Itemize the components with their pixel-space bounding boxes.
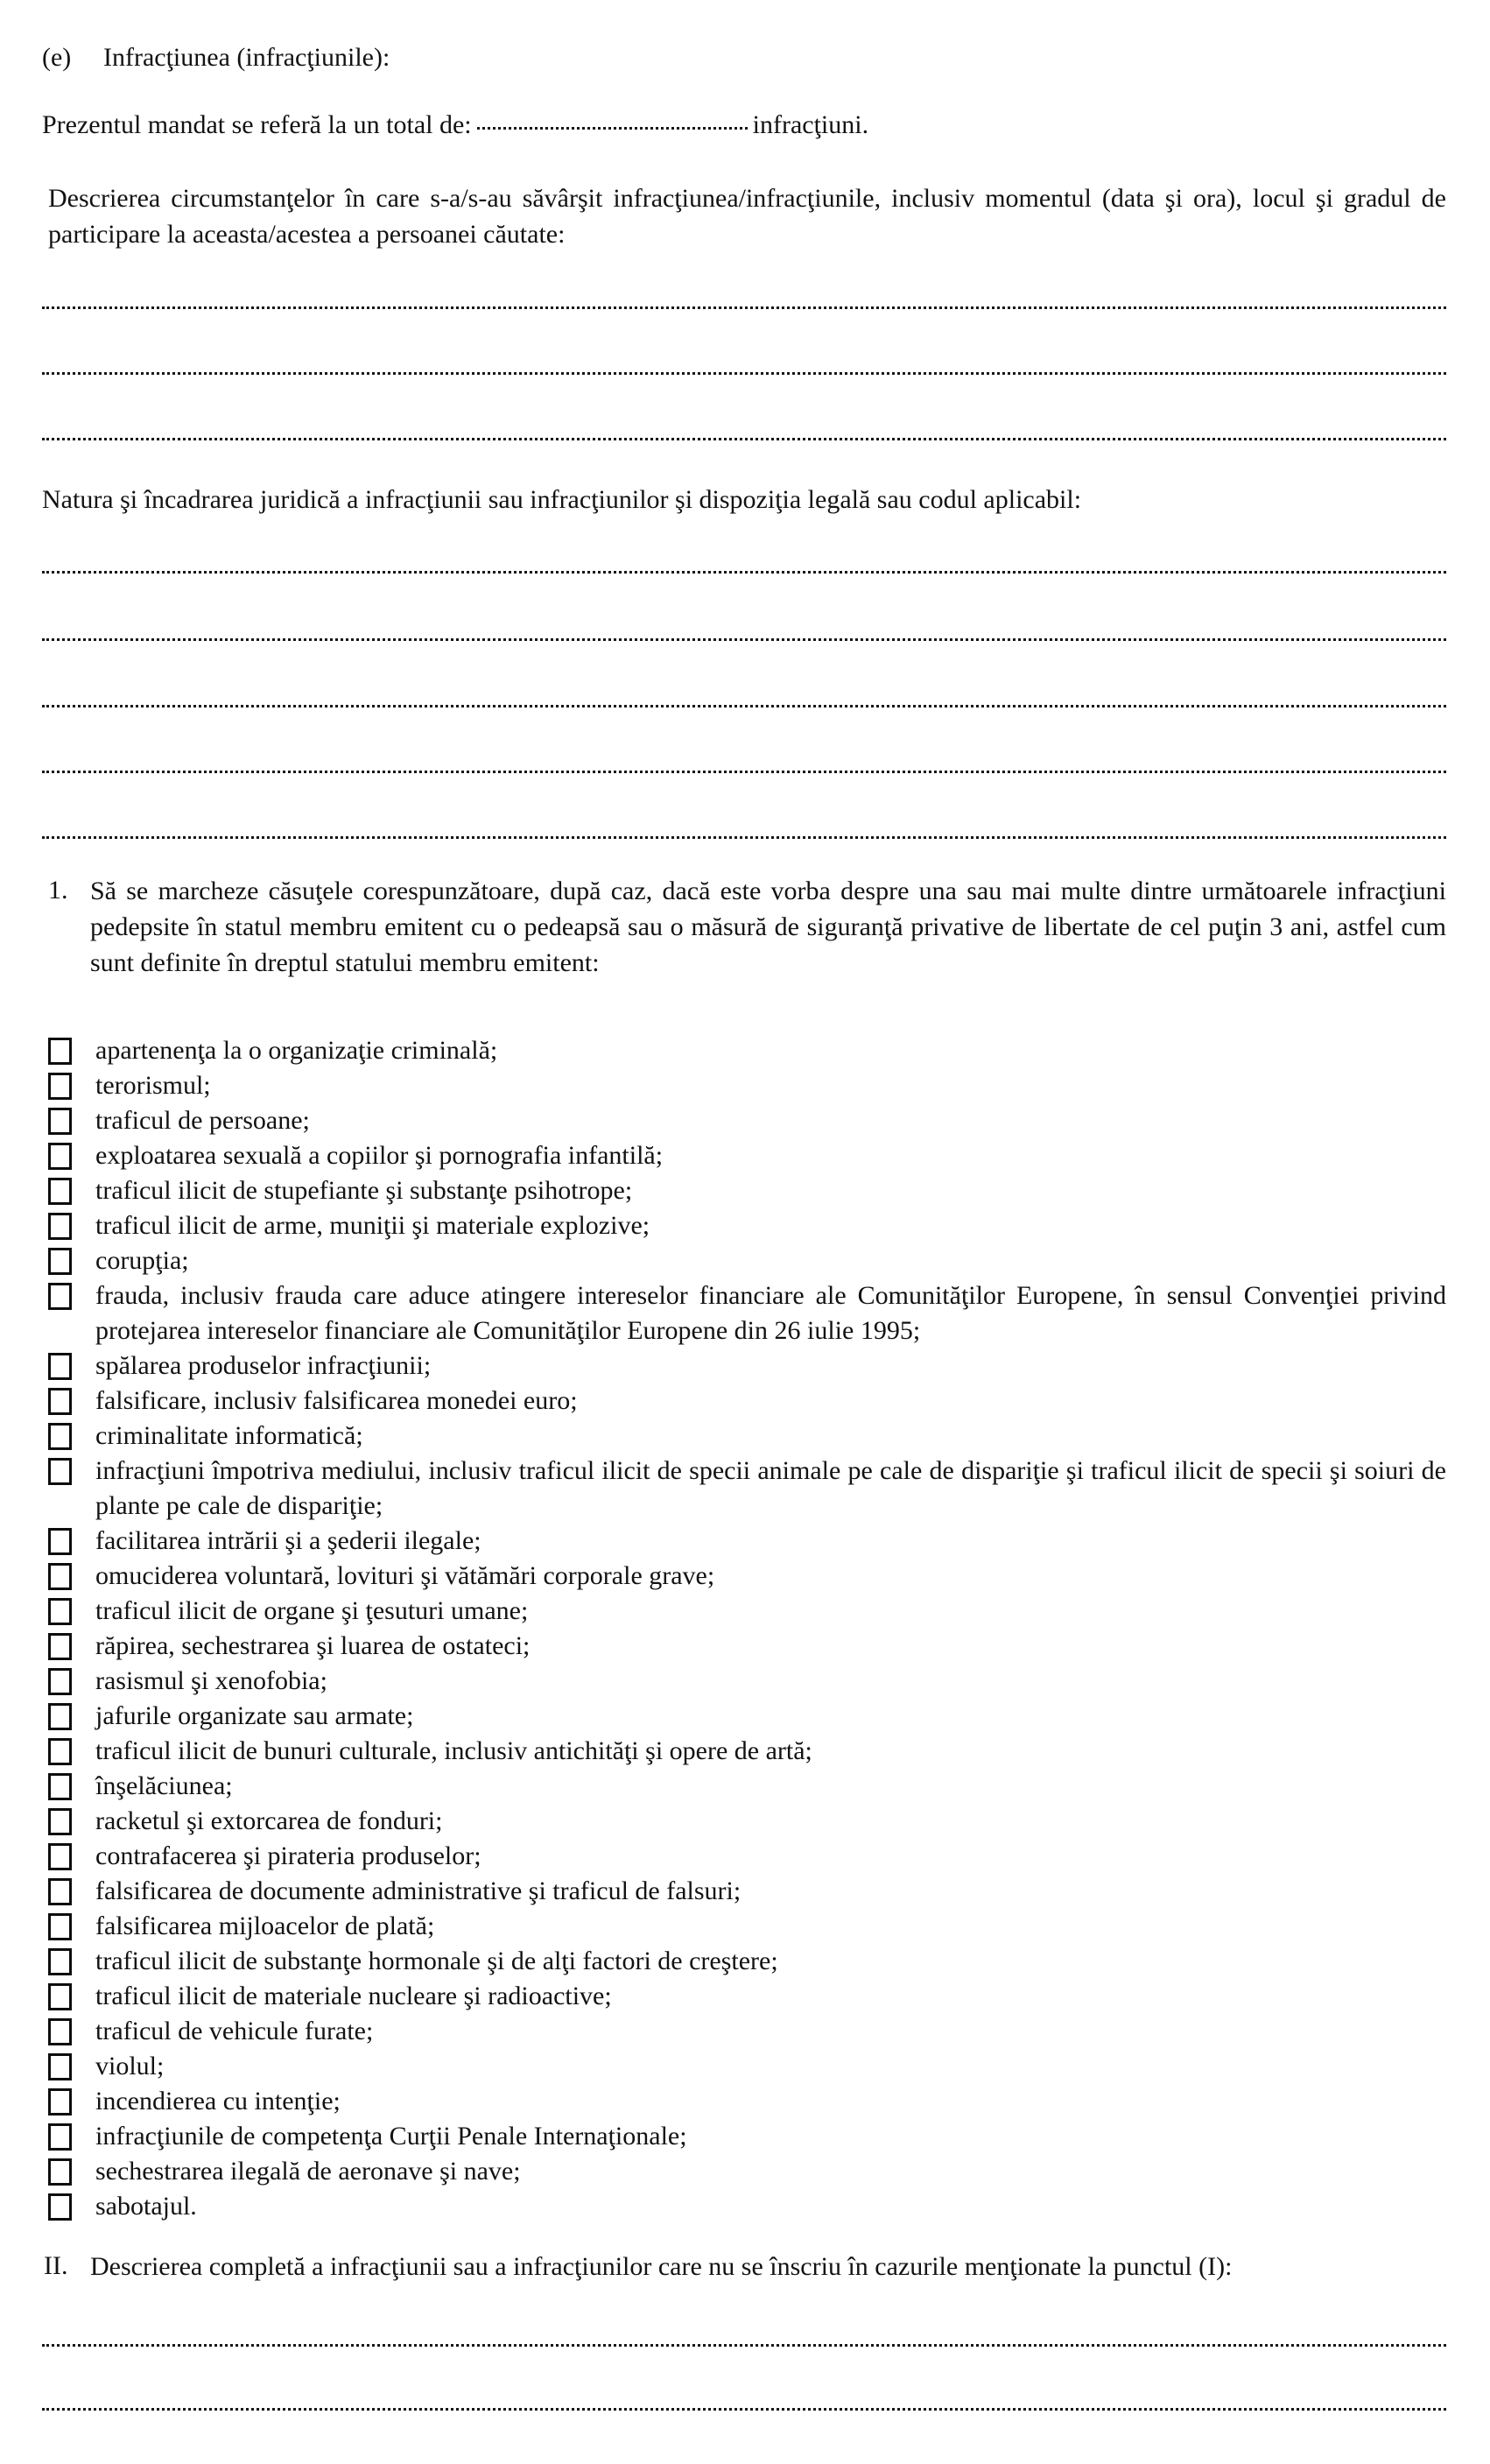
offence-row: [48, 1839, 1446, 1874]
offence-row: [48, 1033, 1446, 1068]
offence-checkbox[interactable]: [48, 1703, 72, 1730]
offence-label: traficul ilicit de substanţe hormonale şi de alţi factori de creştere;: [95, 1947, 778, 1975]
offence-label: sechestrarea ilegală de aeronave şi nave;: [95, 2157, 521, 2186]
offence-checkbox[interactable]: [48, 2193, 72, 2221]
offence-checkbox[interactable]: [48, 2018, 72, 2045]
offence-row: [48, 1243, 1446, 1278]
fill-line[interactable]: [42, 306, 1446, 309]
offence-row: [48, 1103, 1446, 1138]
offence-checkbox[interactable]: [48, 1248, 72, 1275]
circumstances-paragraph: Descrierea circumstanţelor în care s-a/s-au săvârşit infracţiunea/infracţiunile, inclusiv momentul (data şi ora), locul şi gradul de participare la aceasta/acestea a persoanei căutate:: [48, 184, 1446, 249]
offence-label: falsificarea mijloacelor de plată;: [95, 1911, 435, 1940]
offence-label: rasismul şi xenofobia;: [95, 1666, 327, 1695]
offence-row: [48, 1348, 1446, 1383]
item-2-number: II.: [44, 2251, 68, 2280]
offence-row: [48, 1909, 1446, 1944]
offence-checkbox[interactable]: [48, 1808, 72, 1835]
legal-nature-heading: Natura şi încadrarea juridică a infracţiunii sau infracţiunilor şi dispoziţia legală sau codul aplicabil:: [42, 485, 1082, 514]
offence-checkbox[interactable]: [48, 2158, 72, 2186]
offence-row: [48, 1594, 1446, 1629]
offence-row: [48, 1559, 1446, 1594]
offence-checkbox[interactable]: [48, 2088, 72, 2116]
offence-checkbox[interactable]: [48, 1143, 72, 1170]
offence-checkbox[interactable]: [48, 1878, 72, 1905]
offence-checkbox[interactable]: [48, 1528, 72, 1555]
offence-checkbox[interactable]: [48, 1633, 72, 1660]
offence-row: [48, 1979, 1446, 2014]
item-2: [44, 2249, 1446, 2284]
offence-label: spălarea produselor infracţiunii;: [95, 1351, 432, 1380]
offence-label: exploatarea sexuală a copiilor şi pornografia infantilă;: [95, 1141, 664, 1170]
total-offences-fill-line[interactable]: [477, 127, 748, 130]
offence-row: [48, 1699, 1446, 1734]
offence-checkbox[interactable]: [48, 1843, 72, 1870]
offence-row: [48, 2014, 1446, 2049]
offence-row: [48, 1278, 1446, 1348]
offence-row: [48, 1383, 1446, 1419]
offence-label: traficul ilicit de materiale nucleare şi radioactive;: [95, 1982, 612, 2010]
offence-checkbox[interactable]: [48, 1738, 72, 1765]
offence-label: falsificare, inclusiv falsificarea monedei euro;: [95, 1386, 578, 1415]
offence-checkbox[interactable]: [48, 1983, 72, 2010]
offence-checkbox[interactable]: [48, 1388, 72, 1415]
offence-row: [48, 1664, 1446, 1699]
offence-checkbox[interactable]: [48, 1913, 72, 1940]
offence-label: traficul de persoane;: [95, 1106, 310, 1135]
section-e-label: (e): [42, 43, 72, 72]
offence-row: [48, 1804, 1446, 1839]
offence-checkbox[interactable]: [48, 1948, 72, 1975]
offence-label: traficul ilicit de stupefiante şi substanţe psihotrope;: [95, 1176, 633, 1205]
offence-label: răpirea, sechestrarea şi luarea de ostateci;: [95, 1631, 531, 1660]
offence-checkbox[interactable]: [48, 1423, 72, 1450]
item-2-text: Descrierea completă a infracţiunii sau a infracţiunilor care nu se înscriu în cazurile menţionate la punctul (I):: [90, 2252, 1233, 2281]
section-e-title: Infracţiunea (infracţiunile):: [103, 43, 390, 72]
offence-row: [48, 1524, 1446, 1559]
offence-label: criminalitate informatică;: [95, 1421, 363, 1450]
offence-label: traficul ilicit de organe şi ţesuturi umane;: [95, 1596, 529, 1625]
item-1: [48, 873, 1446, 981]
offence-checkbox[interactable]: [48, 1038, 72, 1065]
offence-list: [48, 1033, 1446, 2224]
fill-line[interactable]: [42, 438, 1446, 440]
offence-row: [48, 1874, 1446, 1909]
offence-label: infracţiunile de competenţa Curţii Penale Internaţionale;: [95, 2122, 687, 2151]
total-offences-suffix: infracţiuni.: [752, 110, 869, 139]
offence-row: [48, 1629, 1446, 1664]
offence-label: traficul ilicit de bunuri culturale, inclusiv antichităţi şi opere de artă;: [95, 1736, 812, 1765]
offence-row: [48, 2189, 1446, 2224]
offence-label: traficul ilicit de arme, muniţii şi materiale explozive;: [95, 1211, 650, 1240]
offence-row: [48, 1208, 1446, 1243]
offence-checkbox[interactable]: [48, 1213, 72, 1240]
offence-row: [48, 2119, 1446, 2154]
offence-label: infracţiuni împotriva mediului, inclusiv traficul ilicit de specii animale pe cale de dispariţie şi traficul ilicit de specii şi soiuri de plante pe cale de dispariţie;: [95, 1456, 1446, 1520]
offence-checkbox[interactable]: [48, 1668, 72, 1695]
fill-line[interactable]: [42, 2408, 1446, 2411]
offence-checkbox[interactable]: [48, 2123, 72, 2151]
offence-checkbox[interactable]: [48, 1598, 72, 1625]
offence-checkbox[interactable]: [48, 1563, 72, 1590]
item-1-text: Să se marcheze căsuţele corespunzătoare, după caz, dacă este vorba despre una sau mai multe dintre următoarele infracţiuni pedepsite în statul membru emitent cu o pedeapsă sau o măsură de siguranţă privative de libertate de cel puţin 3 ani, astfel cum sunt definite în dreptul statului membru emitent:: [90, 876, 1446, 977]
offence-row: [48, 1068, 1446, 1103]
fill-line[interactable]: [42, 571, 1446, 574]
offence-checkbox[interactable]: [48, 1353, 72, 1380]
offence-label: înşelăciunea;: [95, 1771, 233, 1800]
total-offences-line: [42, 108, 1446, 143]
fill-line[interactable]: [42, 2344, 1446, 2347]
offence-label: frauda, inclusiv frauda care aduce atingere intereselor financiare ale Comunităţilor Europene, în sensul Convenţiei privind protejarea intereselor financiare ale Comunităţilor Europene din 26 iulie 1995;: [95, 1281, 1446, 1345]
offence-checkbox[interactable]: [48, 1178, 72, 1205]
offence-label: sabotajul.: [95, 2192, 197, 2221]
fill-line[interactable]: [42, 705, 1446, 708]
offence-row: [48, 1734, 1446, 1769]
offence-label: jafurile organizate sau armate;: [95, 1701, 414, 1730]
offence-label: incendierea cu intenţie;: [95, 2087, 341, 2116]
offence-checkbox[interactable]: [48, 2053, 72, 2080]
offence-label: omuciderea voluntară, lovituri şi vătămări corporale grave;: [95, 1561, 715, 1590]
item-1-number: 1.: [48, 876, 68, 905]
offence-row: [48, 1419, 1446, 1454]
fill-line[interactable]: [42, 638, 1446, 641]
offence-checkbox[interactable]: [48, 1283, 72, 1310]
total-offences-prefix: Prezentul mandat se referă la un total de:: [42, 110, 472, 139]
offence-row: [48, 1769, 1446, 1804]
offence-label: terorismul;: [95, 1071, 211, 1100]
fill-line[interactable]: [42, 771, 1446, 773]
offence-label: violul;: [95, 2052, 165, 2080]
offence-row: [48, 1454, 1446, 1524]
fill-line[interactable]: [42, 836, 1446, 839]
offence-row: [48, 1944, 1446, 1979]
offence-label: apartenenţa la o organizaţie criminală;: [95, 1036, 498, 1065]
offence-label: contrafacerea şi pirateria produselor;: [95, 1841, 481, 1870]
offence-row: [48, 1138, 1446, 1173]
offence-row: [48, 2049, 1446, 2084]
section-e-heading: [42, 40, 1446, 75]
offence-label: traficul de vehicule furate;: [95, 2017, 374, 2045]
offence-checkbox[interactable]: [48, 1773, 72, 1800]
offence-label: racketul şi extorcarea de fonduri;: [95, 1806, 443, 1835]
offence-checkbox[interactable]: [48, 1073, 72, 1100]
offence-label: facilitarea intrării şi a şederii ilegale;: [95, 1526, 481, 1555]
offence-checkbox[interactable]: [48, 1458, 72, 1485]
fill-line[interactable]: [42, 372, 1446, 375]
offence-label: corupţia;: [95, 1246, 189, 1275]
offence-row: [48, 1173, 1446, 1208]
offence-label: falsificarea de documente administrative şi traficul de falsuri;: [95, 1876, 741, 1905]
offence-row: [48, 2154, 1446, 2189]
offence-row: [48, 2084, 1446, 2119]
offence-checkbox[interactable]: [48, 1108, 72, 1135]
